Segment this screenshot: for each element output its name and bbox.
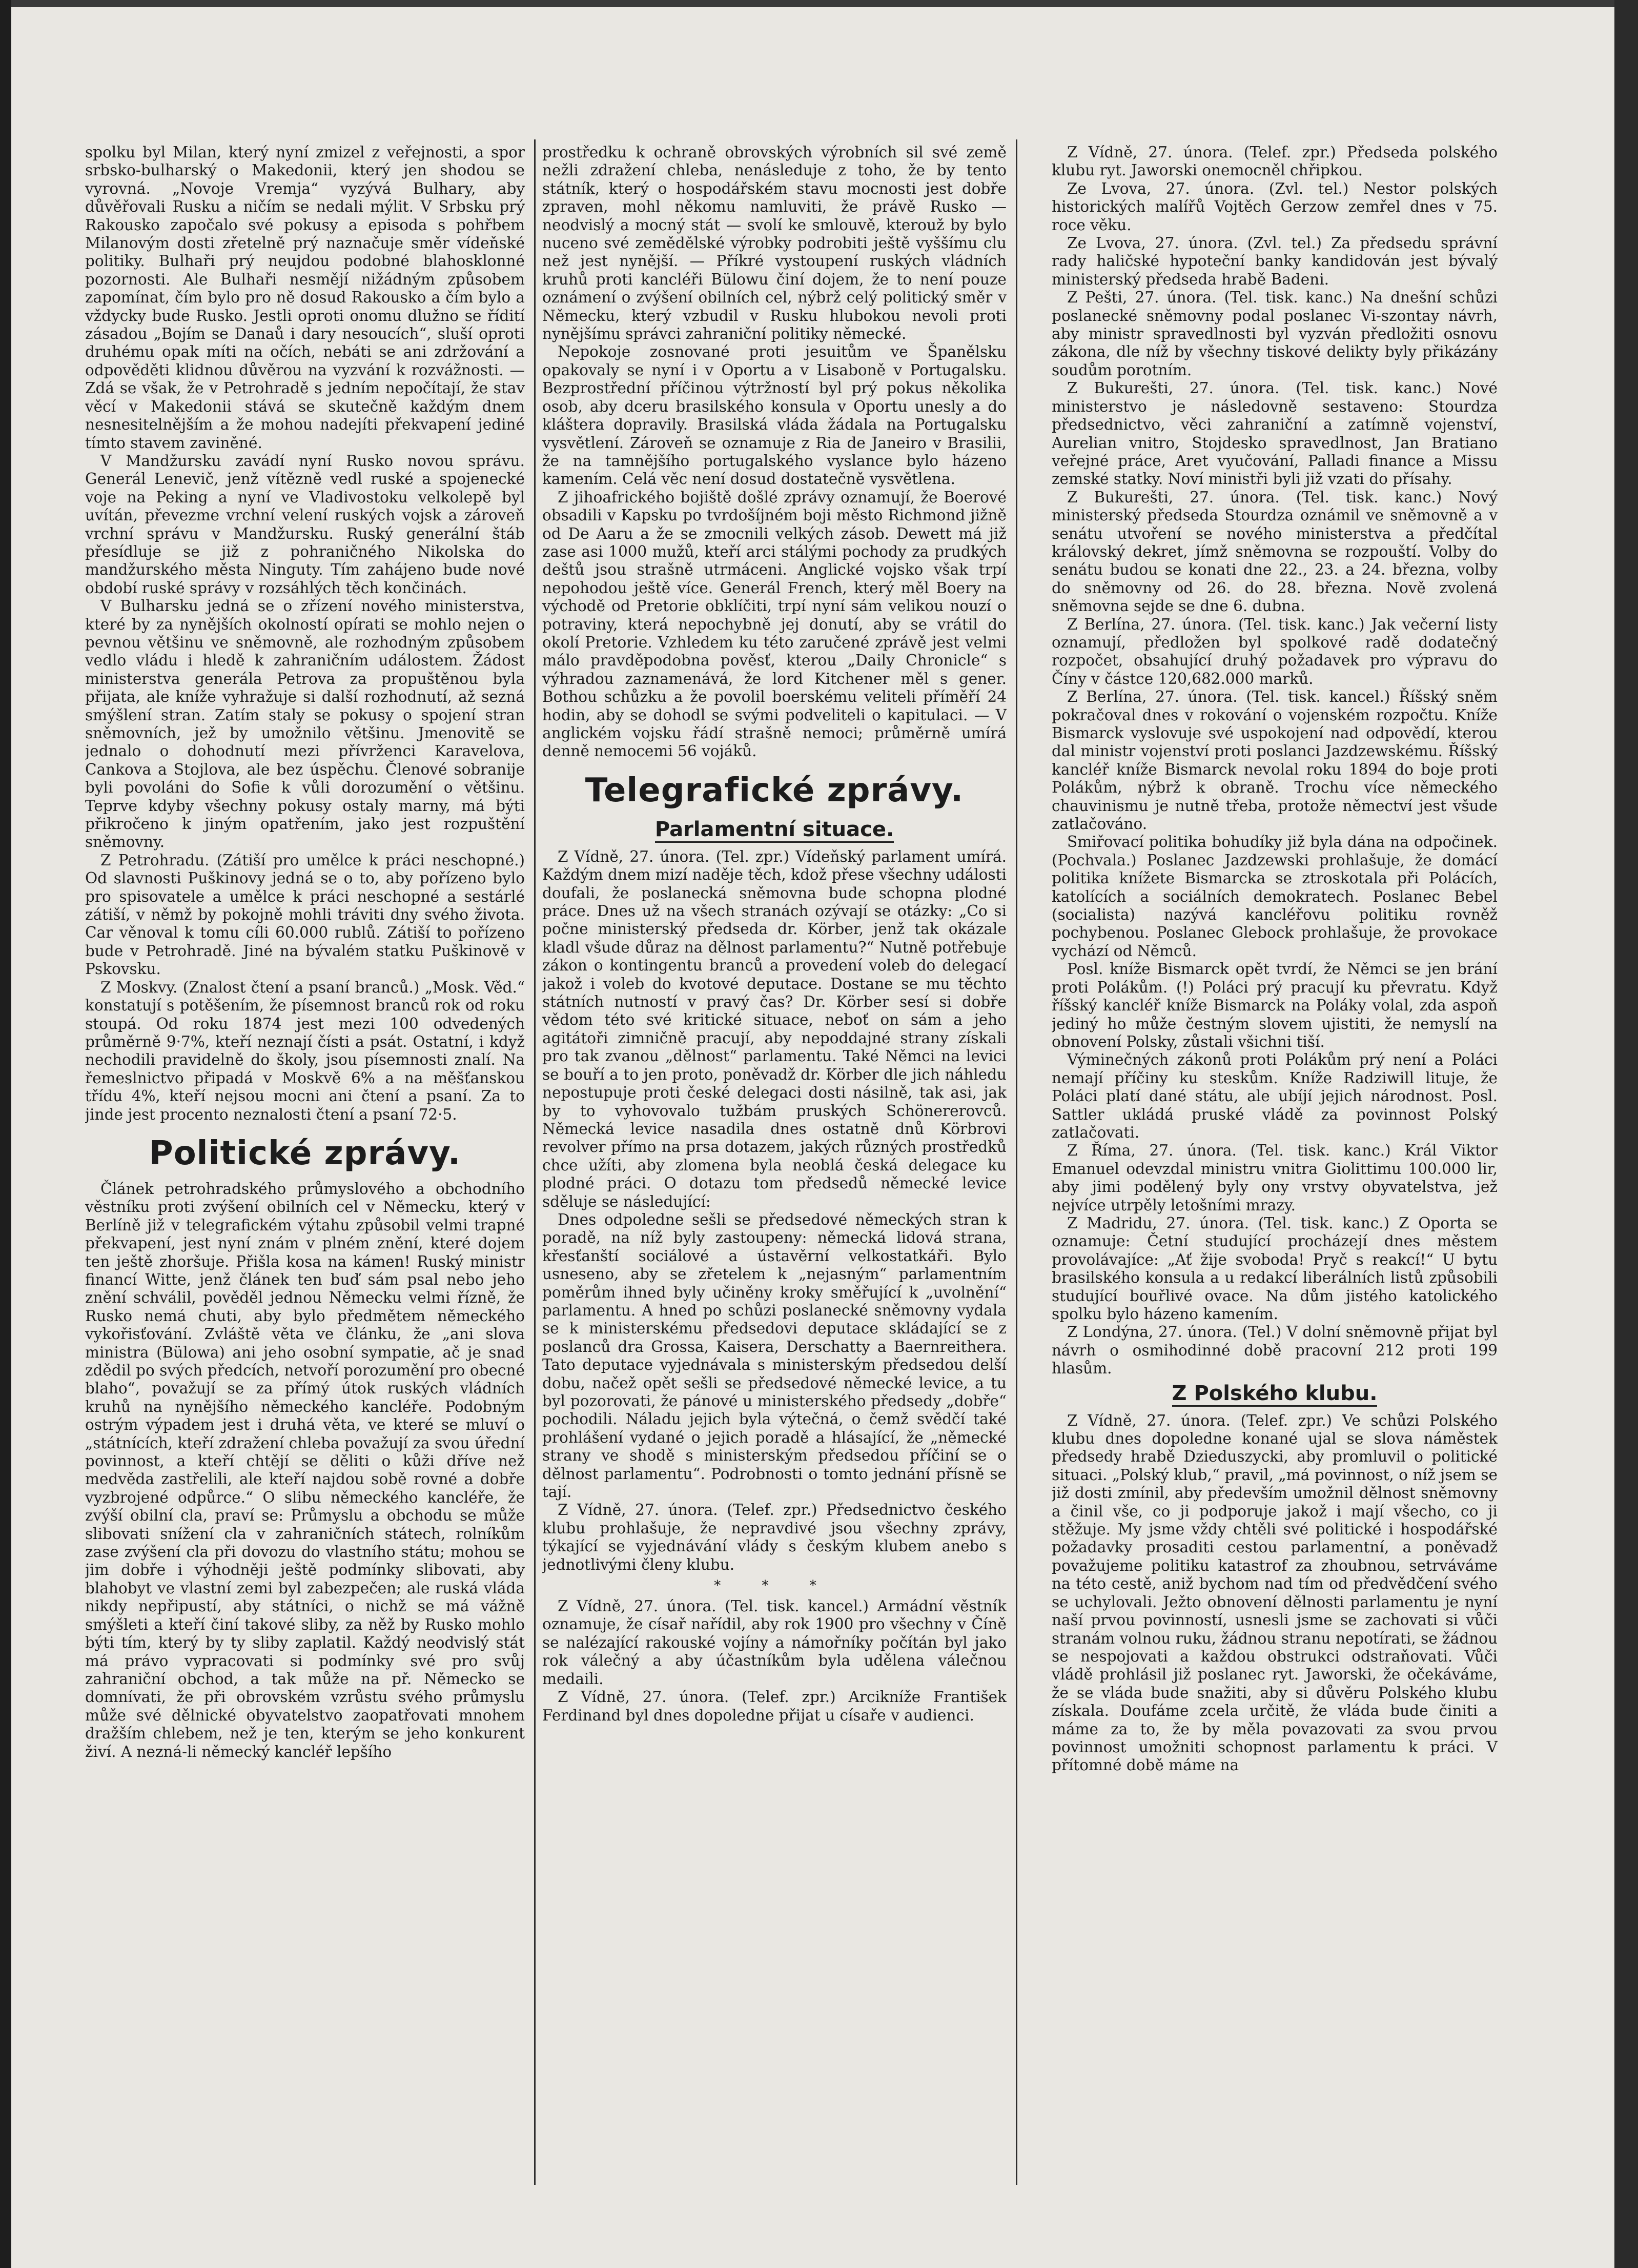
article-paragraph: Z Berlína, 27. února. (Tel. tisk. kanc.) Jak večerní listy oznamují, předložen byl spolkové radě dodatečný rozpočet, obsahující druhý požadavek pro výpravu do Číny v částce 120,682.000 marků. bbox=[1052, 615, 1498, 687]
article-paragraph: Z Berlína, 27. února. (Tel. tisk. kancel.) Říšský sněm pokračoval dnes v rokování o vojenském rozpočtu. Kníže Bismarck vyslovuje své uspokojení nad odpovědí, kterou dal ministr vojenství proti poslanci Jazdzewskému. Říšský kancléř kníže Bismarck nevolal roku 1894 do boje proti Polákům, nýbrž k obraně. Trochu více německého chauvinismu je nutně třeba, protože němectví jest všude zatlačováno. bbox=[1052, 688, 1498, 833]
article-paragraph: V Bulharsku jedná se o zřízení nového ministerstva, které by za nynějších okolností opírati se mohlo nejen o pevnou většinu ve sněmovně, ale rozhodným způsobem vedlo vládu i hledě k zahraničním událostem. Žádost ministerstva generála Petrova za propuštěnou byla přijata, ale kníže vyhražuje si další rozhodnutí, až sezná smýšlení stran. Zatím staly se pokusy o spojení stran sněmovních, jež by umožnilo většinu. Jmenovitě se jednalo o dohodnutí mezi přívrženci Karavelova, Cankova a Stojlova, ale bez úspěchu. Členové sobranije byli povoláni do Sofie k vůli dorozumění o většinu. Teprve kdyby všechny pokusy ostaly marny, má býti přikročeno k jiným opatřením, jako jest rozpuštění sněmovny. bbox=[85, 597, 525, 851]
article-paragraph: prostředku k ochraně obrovských výrobních sil své země nežli zdražení chleba, nenásleduje z toho, že by tento státník, který o hospodářském stavu mocnosti jest dobře zpraven, mohl někomu namluviti, že právě Rusko — neodvislý a mocný stát — svolí ke smlouvě, kterouž by bylo nuceno své zemědělské výrobky podrobiti ještě vyššímu clu než jest nynější. — Příkré vystoupení ruských vládních kruhů proti kancléři Bülowu činí dojem, že to není pouze oznámení o zvýšení obilních cel, nýbrž celý politický směr v Německu, který vzbudil v Rusku hlubokou nevoli proti nynějšímu správci zahraniční politiky německé. bbox=[542, 144, 1007, 343]
article-paragraph: Posl. kníže Bismarck opět tvrdí, že Němci se jen brání proti Polákům. (!) Poláci prý pracují ku převratu. Když říšský kancléř kníže Bismarck na Poláky volal, zda aspoň jediný ho může čestným slovem ujistiti, že nemyslí na obnovení Polsky, zůstali všichni tiší. bbox=[1052, 960, 1498, 1050]
article-paragraph: Z Říma, 27. února. (Tel. tisk. kanc.) Král Viktor Emanuel odevzdal ministru vnitra Giolittimu 100.000 lir, aby jimi podělený byly ony vrstvy obyvatelstva, jež nejvíce utrpěly letošními mrazy. bbox=[1052, 1142, 1498, 1214]
article-paragraph: Z Petrohradu. (Zátiší pro umělce k práci neschopné.) Od slavnosti Puškinovy jedná se o to, aby pořízeno bylo pro spisovatele a umělce k práci neschopné a sestárlé zátiší, v němž by pokojně mohli tráviti dny svého života. Car věnoval k tomu cíli 60.000 rublů. Zátiší to pořízeno bude v Petrohradě. Jiné na bývalém statku Puškinově v Pskovsku. bbox=[85, 851, 525, 978]
article-paragraph: Z Vídně, 27. února. (Tel. tisk. kancel.) Armádní věstník oznamuje, že císař nařídil, aby rok 1900 pro všechny v Číně se nalézající rakouské vojíny a námořníky počítán byl jako rok válečný a aby účastníkům byla udělena válečnou medaili. bbox=[542, 1597, 1007, 1688]
column-3 bbox=[1052, 144, 1498, 2194]
article-paragraph: Z Vídně, 27. února. (Telef. zpr.) Předsednictvo českého klubu prohlašuje, že nepravdivé jsou všechny zprávy, týkající se vyjednávání vlády s českým klubem anebo s jednotlivými členy klubu. bbox=[542, 1501, 1007, 1573]
scan-right-edge bbox=[1614, 0, 1638, 2268]
article-paragraph: Dnes odpoledne sešli se předsedové německých stran k poradě, na níž byly zastoupeny: německá lidová strana, křesťanští sociálové a ústavěrní velkostatkáři. Bylo usneseno, aby se zřetelem k „nejasným“ parlamentním poměrům ihned byly učiněny kroky směřující k „uvolnění“ parlamentu. A hned po schůzi poslanecké sněmovny vydala se k ministerskému předsedovi deputace skládající se z poslanců dra Grossa, Kaisera, Derschatty a Baernreithera. Tato deputace vyjednávala s ministerským předsedou delší dobu, načež opět sešli se předsedové německé levice, a tu byl pozorovati, že pánové u ministerského předsedy „dobře“ pochodili. Náladu jejich byla výtečná, o čemž svědčí také prohlášení vydané o jejich poradě a hlásající, že „německé strany ve shodě s ministerským předsedou příčiní se o dělnost parlamentu“. Podrobnosti o tomto jednání přísně se tají. bbox=[542, 1210, 1007, 1501]
column-rule-1 bbox=[534, 139, 536, 2185]
article-paragraph: Z Madridu, 27. února. (Tel. tisk. kanc.) Z Oporta se oznamuje: Četní studující procházejí dnes městem provolávajíce: „Ať žije svoboda! Pryč s reakcí!“ U bytu brasilského konsula a u redakcí liberálních listů způsobili studující bouřlivé ovace. Na dům jistého katolického spolku bylo házeno kamením. bbox=[1052, 1214, 1498, 1323]
article-paragraph: Z Vídně, 27. února. (Telef. zpr.) Ve schůzi Polského klubu dnes dopoledne konané ujal se slova náměstek předsedy hrabě Dzieduszycki, aby promluvil o politické situaci. „Polský klub,“ pravil, „má povinnost, o níž jsem se již dosti zmínil, aby především umožnil dělnost sněmovny a činil vše, co ji podporuje jakož i mají všecho, co ji stěžuje. My jsme vždy chtěli své politické i hospodářské požadavky prosaditi cestou parlamentní, a poněvadž považujeme politiku katastrof za zhoubnou, setrváváme na této cestě, aniž bychom nad tím od předvědčení svého se uchylovali. Ježto obnovení dělnosti parlamentu je nyní naší prvou povinností, usnesli jsme se zachovati si vůči stranám volnou ruku, žádnou stranu nepotírati, se žádnou se nespojovati a každou obstrukci odstraňovati. Vůči vládě prohlásil již poslanec ryt. Jaworski, že očekáváme, že se vláda bude snažiti, aby si důvěru Polského klubu získala. Doufáme zcela určitě, že vláda bude činiti a máme za to, že by měla povazovati za svou prvou povinnost umožniti schopnost parlamentu k práci. V přítomné době máme na bbox=[1052, 1411, 1498, 1774]
scan-top-edge bbox=[0, 0, 1638, 7]
article-paragraph: Z Moskvy. (Znalost čtení a psaní branců.) „Mosk. Věd.“ konstatují s potěšením, že písemnost branců rok od roku stoupá. Od roku 1874 jest mezi 100 odvedených průměrně 9·7%, kteří neznají čísti a psát. Ostatní, i když nechodili pravidelně do školy, jsou písemnosti znalí. Na řemeslnictvo připadá v Moskvě 6% a na měšťanskou třídu 4%, kteří nejsou mocni ani čtení a psaní. Za to jinde jest procento neznalosti čtení a psaní 72·5. bbox=[85, 978, 525, 1123]
article-paragraph: Článek petrohradského průmyslového a obchodního věstníku proti zvýšení obilních cel v Německu, který v Berlíně již v telegrafickém výtahu způsobil velmi trapné překvapení, jest nyní znám v plném znění, které dojem ten ještě zhoršuje. Přišla kosa na kámen! Ruský ministr financí Witte, jenž článek ten buď sám psal nebo jeho znění schválil, pověděl jednou Německu velmi řízně, že Rusko nemá chuti, aby bylo předmětem německého vykořisťování. Zvláště věta ve článku, že „ani slova ministra (Bülowa) ani jeho osobní sympatie, ač je snad zdědil po svých předcích, netvoří porozumění pro obecné blaho“, považují se za přímý útok ruských vládních kruhů na nynějšího německého kancléře. Podobným ostrým výpadem jest i druhá věta, ve které se mluví o „státnících, kteří zdražení chleba považují za svou úřední povinnost, a kteří chtějí se děliti o kůži dříve než medvěda zastřelili, ale kteří najdou sobě rovné a dobře vyzbrojené odpůrce.“ O slibu německého kancléře, že zvýší obilní cla, praví se: Průmyslu a obchodu se může slibovati snížení cla v zahraničních státech, rolníkům zase zvýšení cla při dovozu do vlastního státu; mohou se jim dobře i výhodněji ještě podmínky slibovati, aby blahobyt ve vlastní zemi byl zabezpečen; ale ruská vláda nikdy nepřipustí, aby státníci, o nichž se má vážně smýšleti a kteří činí takové sliby, za něž by Rusko mohlo býti tím, který by ty sliby zaplatil. Každý neodvislý stát má právo vypracovati si podmínky své pro svůj zahraniční obchod, a tak může na př. Německo se domnívati, že při obrovském vzrůstu svého průmyslu může své dělnické obyvatelstvo zaopatřovati mnohem dražším chlebem, než je ten, kterým se jeho konkurent živí. A nezná-li německý kancléř lepšího bbox=[85, 1180, 525, 1760]
article-paragraph: V Mandžursku zavádí nyní Rusko novou správu. Generál Lenevič, jenž vítězně vedl ruské a spojenecké voje na Peking a nyní ve Vladivostoku velkolepě byl uvítán, převezme vrchní velení ruských vojsk a zároveň vrchní správu v Mandžursku. Ruský generální štáb přesídluje se již z pohraničného Nikolska do mandžurského města Ninguty. Tím zahájeno bude nové období ruské správy v rozsáhlých těch končinách. bbox=[85, 452, 525, 597]
article-paragraph: Z Vídně, 27. února. (Telef. zpr.) Arcikníže František Ferdinand byl dnes dopoledne přijat u císaře v audienci. bbox=[542, 1688, 1007, 1724]
article-paragraph: Z Londýna, 27. února. (Tel.) V dolní sněmovně přijat byl návrh o osmihodinné době pracovní 212 proti 199 hlasům. bbox=[1052, 1323, 1498, 1378]
article-paragraph: Z Bukurešti, 27. února. (Tel. tisk. kanc.) Nový ministerský předseda Stourdza oznámil ve sněmovně a v senátu utvoření se nového ministerstva a předčítal královský dekret, jímž sněmovna se rozpouští. Volby do senátu budou se konati dne 22., 23. a 24. března, volby do sněmovny od 26. do 28. března. Nově zvolená sněmovna sejde se dne 6. dubna. bbox=[1052, 488, 1498, 615]
article-paragraph: Smiřovací politika bohudíky již byla dána na odpočinek. (Pochvala.) Poslanec Jazdzewski prohlašuje, že domácí politika knížete Bismarcka se ztroskotala při Polácích, katolících a sociálních demokratech. Poslanec Bebel (socialista) nazývá kancléřovu politiku rovněž pochybenou. Poslanec Glebock prohlašuje, že provokace vychází od Němců. bbox=[1052, 833, 1498, 960]
article-paragraph: Z jihoafrického bojiště došlé zprávy oznamují, že Boerové obsadili v Kapsku po tvrdošíjném boji město Richmond jižně od De Aaru a že se zmocnili velkých zásob. Dewett má již zase asi 1000 mužů, kteří arci stálými pochody za prudkých deštů jsou strašně utrmáceni. Anglické vojsko však trpí nepohodou ještě více. Generál French, který měl Boery na východě od Pretorie obklíčiti, trpí nyní sám velikou nouzí o potraviny, která nepochybně jej donutí, aby se vrátil do okolí Pretorie. Vzhledem ku této zaručené zprávě jest velmi málo pravděpodobna pověsť, kterou „Daily Chronicle“ s výhradou zaznamenává, že lord Kitchener měl s gener. Bothou schůzku a že povolil boerskému veliteli příměří 24 hodin, aby se dohodl se svými podveliteli o kapitulaci. — V anglickém vojsku řádí strašně nemoci; průměrně umírá denně nemocemi 56 vojáků. bbox=[542, 488, 1007, 760]
section-separator-stars: * * * bbox=[714, 1578, 835, 1594]
subheading-polish-club-text: Z Polského klubu. bbox=[1172, 1382, 1378, 1407]
article-paragraph: Z Vídně, 27. února. (Tel. zpr.) Vídeňský parlament umírá. Každým dnem mizí naděje těch, kdož přese všechny události doufali, že poslanecká sněmovna bude schopna plodné práce. Dnes už na všech stranách ozývají se otázky: „Co si počne ministerský předseda dr. Körber, jenž tak okázale kladl všude důraz na dělnost parlamentu?“ Nutně potřebuje zákon o kontingentu branců a provedení voleb do delegací jakož i voleb do kvotové deputace. Dostane se mu těchto státních nutností v pravý čas? Dr. Körber sesí si dobře vědom této své kritické situace, neboť on sám a jeho agitátoři zimničně pracují, aby nepoddajné strany získali pro tak zvanou „dělnost“ parlamentu. Také Němci na levici se bouří a to jen proto, poněvadž dr. Körber dle jich náhledu nepostupuje proti české delegaci dosti násilně, tak asi, jak by to vyhovovalo tužbám pruských Schönererovců. Německá levice nasadila dnes ostatně dnů Körbrovi revolver přímo na prsa dotazem, jakých různých prostředků chce užíti, aby zlomena byla neoblá česká delegace ku plodné práci. O dotazu tom předsedů německé levice sděluje se následující: bbox=[542, 847, 1007, 1210]
section-heading-political-news: Politické zprávy. bbox=[149, 1134, 461, 1172]
subheading-parliament bbox=[542, 817, 1007, 842]
subheading-parliament-text: Parlamentní situace. bbox=[655, 818, 894, 843]
article-paragraph: Z Pešti, 27. února. (Tel. tisk. kanc.) Na dnešní schůzi poslanecké sněmovny podal poslanec Vi-szontay návrh, aby ministr spravedlnosti byl vyzván předložiti osnovu zákona, dle níž by všechny tiskové delikty byly přikázány soudům porotním. bbox=[1052, 289, 1498, 379]
article-paragraph: Nepokoje zosnované proti jesuitům ve Španělsku opakovaly se nyní i v Oportu a v Lisaboně v Portugalsku. Bezprostřední příčinou výtržností byl prý pokus několika osob, aby dceru brasilského konsula v Oportu unesly a do kláštera dopravily. Brasilská vláda žádala na Portugalsku vysvětlení. Zároveň se oznamuje z Ria de Janeiro v Brasilii, že na tamnějšího portugalského vyslance bylo házeno kamením. Celá věc není dosud dostatečně vysvětlena. bbox=[542, 343, 1007, 488]
article-paragraph: Z Bukurešti, 27. února. (Tel. tisk. kanc.) Nové ministerstvo je následovně sestaveno: Stourdza předsednictvo, věci zahraniční a zatímně vojenství, Aurelian vnitro, Stojdesko spravedlnost, Jan Bratiano veřejné práce, Aret vyučování, Palladi finance a Missu zemské statky. Noví ministři byli již vzati do přísahy. bbox=[1052, 379, 1498, 488]
column-1 bbox=[85, 144, 525, 2194]
article-paragraph: spolku byl Milan, který nyní zmizel z veřejnosti, a spor srbsko-bulharský o Makedonii, který jen shodou se vyrovná. „Novoje Vremja“ vyzývá Bulhary, aby důvěřovali Rusku a ničím se nedali mýlit. V Srbsku prý Rakousko započalo své pokusy a episoda s pohřbem Milanovým dosti zřetelně prý naznačuje směr vídeňské politiky. Bulhaři prý neujdou podobné blahosklonné pozornosti. Ale Bulhaři nesmějí nižádným způsobem zapomínat, čím bylo pro ně dosud Rakousko a čím bylo a vždycky bude Rusko. Jestli oproti onomu dlužno se řídití zásadou „Bojím se Danaů i dary nesoucích“, sluší oproti druhému opak míti na očích, nebáti se ani zdržování a odpověděti klidnou důvěrou na vyzvání k rozvážnosti. — Zdá se však, že v Petrohradě s jedním nepočítají, že stav věcí v Makedonii stává se skutečně každým dnem nesnesitelnějším a že mohou nadejíti překvapení jediné tímto stavem zaviněné. bbox=[85, 144, 525, 452]
scan-left-edge bbox=[0, 0, 11, 2268]
article-paragraph: Z Vídně, 27. února. (Telef. zpr.) Předseda polského klubu ryt. Jaworski onemocněl chřipkou. bbox=[1052, 144, 1498, 179]
section-heading-telegraph-news: Telegrafické zprávy. bbox=[585, 771, 964, 809]
article-paragraph: Výminečných zákonů proti Polákům prý není a Poláci nemají příčiny ku steskům. Kníže Radziwill lituje, že Poláci platí dané státu, ale ubíjí jejich národnost. Posl. Sattler ukládá pruské vládě za povinnost Polský zatlačovati. bbox=[1052, 1051, 1498, 1141]
article-paragraph: Ze Lvova, 27. února. (Zvl. tel.) Za předsedu správní rady haličské hypoteční banky kandidován jest bývalý ministerský předseda hrabě Badeni. bbox=[1052, 234, 1498, 288]
column-rule-2 bbox=[1016, 139, 1017, 2185]
column-2 bbox=[542, 144, 1007, 2194]
article-paragraph: Ze Lvova, 27. února. (Zvl. tel.) Nestor polských historických malířů Vojtěch Gerzow zemřel dnes v 75. roce věku. bbox=[1052, 179, 1498, 234]
subheading-polish-club bbox=[1052, 1381, 1498, 1406]
